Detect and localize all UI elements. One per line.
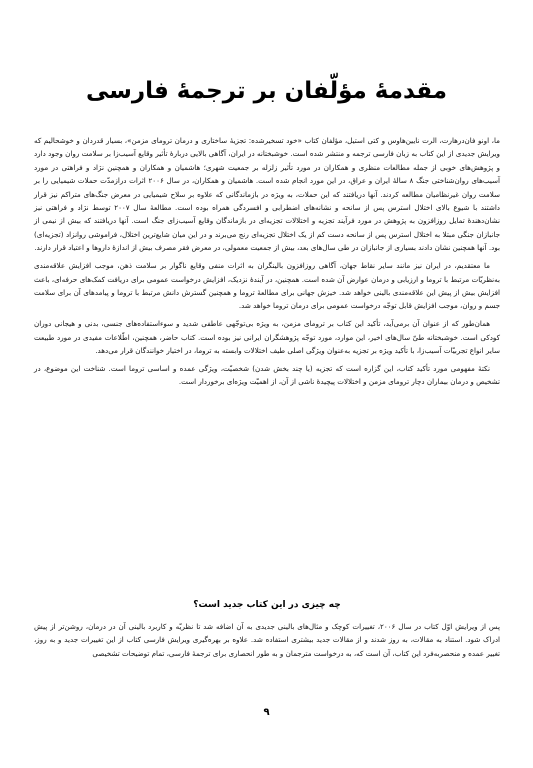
page-number: ۹ (263, 707, 270, 718)
paragraph-2: ما معتقدیم، در ایران نیز مانند سایر نقاط جهان، آگاهی روزافزون بالینگران به اثرات منفی وقایع ناگوار بر سلامت ذهن، موجب افزایش علاقه‌مندی به‌نظریّات مرتبط با تروما و ارزیابی و درمان عوارض آن شده است. همچنین، در آیندهٔ نزدیک، افزایش درخواست عمومی برای دریافت کمک‌های حرفه‌ای، باعث افزایش بیش از پیش این علاقه‌مندی بالینی خواهد شد. خیزش جهانی برای مطالعهٔ تروما و همچنین گسترش دانش مرتبط با تروما و پیامدهای آن برای سلامت جسم و روان، موجب افزایش قابل توجّه درخواست عمومی برای درمان تروما خواهد شد. (34, 261, 500, 311)
section-heading: چه چیزی در این کتاب جدید است؟ (193, 600, 341, 610)
section-paragraph: پس از ویرایش اوّل کتاب در سال ۲۰۰۶، تغییرات کوچک و مثال‌های بالینی جدیدی به آن اضافه شد تا نظریّه و کاربرد بالینی آن در درمان، روشن‌تر از پیش ادراک شود. استناد به مقالات، به روز شدند و از مقالات جدید بیشتری استفاده شد. علاوه بر بهره‌گیری ویرایش فارسی کتاب از این تغییرات جدید و به روز، تغییر عمده و منحصربه‌فرد این کتاب، آن است که، به درخواست مترجمان و به طور انحصاری برای ترجمهٔ فارسی، تمام توضیحات تشخیصی (34, 622, 500, 658)
paragraph-1: ما، اونو فان‌درهارت، الرت نایین‌هاوس و کتی استیل، مؤلفان کتاب «خود تسخیرشده: تجزیهٔ ساختاری و درمان تروماى مزمن»، بسیار قدردان و خوشحالیم که ویرایش جدیدی از این کتاب به زبان فارسی ترجمه و منتشر شده است. خوشبختانه در ایران، آگاهی بالایی دربارهٔ تأثیر وقایع آسیب‌زا بر سلامت روان وجود دارد و پژوهش‌های خوبی از جمله مطالعات منظری و همکاران در مورد تأثیر زلزله بر جمعیت شهری؛ هاشمیان و همکاران و همچنین نژاد و فراهتی در مورد آسیب‌های روان‌شناختی جنگ ۸ سالهٔ ایران و عراق، در این مورد انجام شده است. هاشمیان و همکاران، در سال ۲۰۰۶ اثرات درازمدّت حملات شیمیایی را بر سلامت روان غیرنظامیان مطالعه کردند. آنها دریافتند که این حملات، به ویژه در بازماندگانی که علاوه بر سلاح شیمیایی در معرض جنگ‌های متراکم نیز قرار داشتند با شیوع بالای اختلال استرس پس از سانحه و نشانه‌های اضطرابی و افسردگی همراه بوده است. مطالعهٔ سال ۲۰۰۷ توسط نژاد و فراهتی نیز نشان‌دهندهٔ تمایل روزافزون به پژوهش در مورد فرآیند تجزیه و اختلالات تجزیه‌ای در بازماندگان وقایع آسیب‌زای جنگ است. آنها دریافتند که بیش از نیمی از جانبازان جنگی مبتلا به اختلال استرس پس از سانحه دست کم از یک اختلال تجزیه‌ای رنج می‌برند و در این میان شایع‌ترین اختلال، فراموشی روانزاد (تجزیه‌ای) بود. آنها همچنین نشان دادند بسیاری از جانبازان در طی سال‌های بعد، بیش از جمعیت معمولی، در معرض فقر مصرف بیش از اندازهٔ داروها و اعتیاد قرار دارند. (34, 136, 501, 253)
preface-body (34, 134, 500, 393)
section-body (34, 620, 500, 660)
page-title: مقدمهٔ مؤلّفان بر ترجمهٔ فارسی (85, 78, 448, 104)
paragraph-3: همان‌طور که از عنوان آن برمی‌آید، تأکید این کتاب بر تروماى مزمن، به ویژه بی‌توجّهی عاطفی شدید و سوءاستفاده‌های جنسی، بدنی و هیجانی دوران کودکی است. خوشبختانه طیّ سال‌های اخیر، این موارد، مورد توجّه پژوهشگران ایرانی نیز بوده است. کتاب حاضر، همچنین، اطّلاعات مفیدی در مورد طبیعت سایر انواع تجربیّات آسیب‌زا، با تأکید ویژه بر تجزیه به‌عنوان ویژگی اصلی طیف اختلالات وابسته به تروما، در اختیار خوانندگان قرار می‌دهد. (34, 319, 500, 356)
paragraph-4: نکتهٔ مفهومی مورد تأکید کتاب، این گزاره است که تجزیه (یا چند بخش شدن) شخصیّت، ویژگی عمده و اساسی تروما است. شناخت این موضوع، در تشخیص و درمان بیماران دچار تروماى مزمن و اختلالات پیچیدهٔ ناشی از آن، از اهمیّت ویژه‌ای برخوردار است. (34, 364, 500, 387)
